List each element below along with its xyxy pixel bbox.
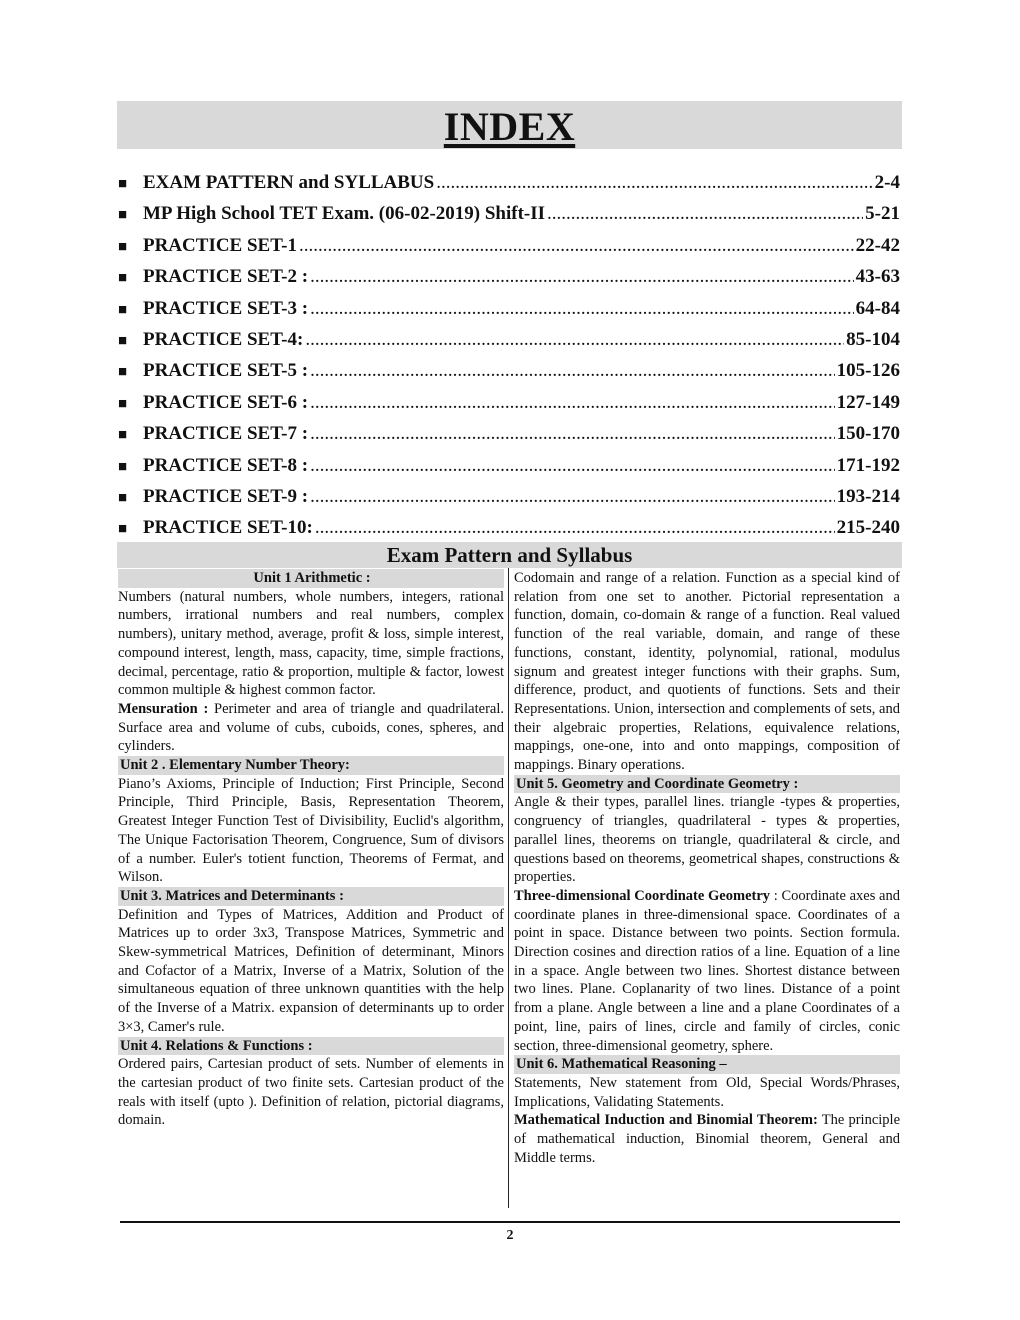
index-header-bar [117, 101, 902, 149]
toc-entry-pages: 193-214 [836, 485, 900, 507]
toc-entry-label: PRACTICE SET-6 : [143, 391, 309, 413]
unit-3-body: Definition and Types of Matrices, Addition and Product of Matrices up to order 3x3, Transpose Matrices, Symmetric and Skew-symmetrical Matrices, Definition of determinant, Minors and Cofactor of a Matrix, Inverse of a Matrix, Solution of the simultaneous equation of three unknown quantities with the help of the Inverse of a Matrix. expansion of determinants up to order 3×3, Camer's rule. [118, 906, 504, 1035]
induction-lead: Mathematical Induction and Binomial Theorem: [514, 1112, 818, 1129]
toc-entry-label: PRACTICE SET-3 : [143, 297, 309, 319]
toc-entry-pages: 215-240 [836, 517, 900, 539]
unit-3-heading: Unit 3. Matrices and Determinants : [118, 887, 504, 906]
square-bullet-icon: ■ [118, 521, 128, 538]
toc-entry [118, 203, 900, 234]
toc-entry-label: PRACTICE SET-4: [143, 328, 304, 350]
toc-entry [118, 235, 900, 266]
toc-entry-pages: 2-4 [874, 172, 900, 193]
unit-4-body: Ordered pairs, Cartesian product of sets. Number of elements in the cartesian product of two finite sets. Cartesian product of the reals with itself (upto ). Definition of relation, pictorial diagrams, domain. [118, 1056, 504, 1129]
unit-1-body: Numbers (natural numbers, whole numbers, integers, rational numbers, irrational numbers and real numbers, complex numbers), unitary method, average, profit & loss, simple interest, compound interest, length, mass, capacity, time, simple fractions, decimal, percentage, ratio & proportion, multiple & factor, lowest common multiple & highest common factor. [118, 588, 504, 699]
induction-body: The principle of mathematical induction, Binomial theorem, General and Middle terms. [514, 1112, 900, 1166]
toc-entry-label: PRACTICE SET-5 : [143, 360, 309, 382]
toc-entry [118, 329, 900, 360]
unit-6-body: Statements, New statement from Old, Special Words/Phrases, Implications, Validating Statements. [514, 1074, 900, 1110]
toc-entry-label: PRACTICE SET-2 : [143, 266, 309, 288]
unit-5-body: Angle & their types, parallel lines. triangle -types & properties, congruency of triangles, quadrilateral - types & properties, parallel lines, theorems on triangle, quadrilateral & circle, and questions based on theorems, geometrical shapes, constructions & properties. [514, 794, 900, 886]
unit-2-heading: Unit 2 . Elementary Number Theory: [118, 756, 504, 775]
syllabus-right-column [514, 569, 900, 1168]
toc-entry-label: PRACTICE SET-8 : [143, 454, 309, 476]
toc-entry-pages: 64-84 [855, 297, 900, 319]
toc-leader-dots [315, 517, 835, 539]
toc-entry-pages: 43-63 [855, 266, 900, 288]
footer-rule [120, 1221, 900, 1223]
toc-entry-label: EXAM PATTERN and SYLLABUS [143, 172, 435, 193]
toc-leader-dots [310, 360, 835, 382]
square-bullet-icon: ■ [118, 332, 128, 349]
three-d-geometry-body: : Coordinate axes and coordinate planes in three-dimensional space. Coordinates of a point in space. Distance between two points. Section formula. Direction cosines and direction ratios of a line. Equation of a line in a space. Angle between two lines. Shortest distance between two lines. Plane. Coplanarity of two lines. Distance of a point from a plane. Angle between a line and a plane Coordinates of a point, line, pairs of lines, circle and family of circles, conic section, three-dimensional geometry, sphere. [514, 887, 900, 1054]
mensuration-body: Perimeter and area of triangle and quadrilateral. Surface area and volume of cubs, cuboids, cones, spheres, and cylinders. [118, 700, 504, 755]
toc-entry [118, 423, 900, 454]
syllabus-left-column [118, 569, 504, 1130]
toc-entry [118, 455, 900, 486]
toc-entry [118, 392, 900, 423]
page-number: 2 [506, 1228, 514, 1243]
toc-entry-pages: 22-42 [855, 234, 900, 256]
square-bullet-icon: ■ [118, 176, 128, 192]
square-bullet-icon: ■ [118, 207, 128, 224]
toc-entry-label: PRACTICE SET-9 : [143, 485, 309, 507]
unit-4-continued: Codomain and range of a relation. Function as a special kind of relation from one set to another. Pictorial representation a function, domain, co-domain & range of a function. Real valued function of the real variable, domain, and range of these functions, constant, identity, polynomial, rational, modulus signum and greatest integer functions with their graphs. Sum, difference, product, and quotients of functions. Sets and their Representations. Union, intersection and complements of sets, and their algebraic properties, Relations, equivalence relations, mappings, one-one, into and onto mappings, composition of mappings. Binary operations. [514, 570, 900, 774]
three-d-geometry-paragraph [514, 887, 900, 1055]
unit-1-heading: Unit 1 Arithmetic : [118, 569, 504, 588]
mensuration-paragraph [118, 700, 504, 756]
column-divider [508, 568, 509, 1208]
square-bullet-icon: ■ [118, 458, 128, 475]
toc-entry-pages: 171-192 [836, 454, 900, 476]
toc-entry [118, 172, 900, 203]
syllabus-header-bar [117, 542, 902, 568]
toc-leader-dots [436, 172, 872, 194]
toc-leader-dots [310, 423, 835, 445]
toc-entry [118, 266, 900, 297]
unit-5-heading: Unit 5. Geometry and Coordinate Geometry : [514, 775, 900, 794]
toc-entry-pages: 5-21 [865, 203, 900, 225]
mensuration-lead: Mensuration : [118, 700, 209, 717]
toc-entry-label: PRACTICE SET-1 [143, 234, 297, 256]
square-bullet-icon: ■ [118, 301, 128, 318]
toc-leader-dots [310, 298, 854, 320]
toc-leader-dots [310, 455, 835, 477]
toc-entry [118, 486, 900, 517]
square-bullet-icon: ■ [118, 238, 128, 255]
three-d-geometry-lead: Three-dimensional Coordinate Geometry [514, 887, 771, 904]
index-title: INDEX [443, 104, 576, 149]
toc-leader-dots [310, 486, 835, 508]
table-of-contents [118, 172, 900, 549]
toc-leader-dots [547, 203, 863, 225]
square-bullet-icon: ■ [118, 270, 128, 287]
square-bullet-icon: ■ [118, 489, 128, 506]
toc-entry [118, 360, 900, 391]
toc-entry-pages: 85-104 [846, 328, 900, 350]
unit-2-body: Piano’s Axioms, Principle of Induction; First Principle, Second Principle, Third Principle, Basis, Representation Theorem, Greatest Integer Function Test of Divisibility, Euclid's algorithm, The Unique Factorisation Theorem, Congruence, Sum of divisors of a number. Euler's totient function, Theorems of Fermat, and Wilson. [118, 775, 504, 886]
toc-entry-label: PRACTICE SET-7 : [143, 423, 309, 445]
toc-entry-pages: 105-126 [836, 360, 900, 382]
square-bullet-icon: ■ [118, 395, 128, 412]
toc-entry-pages: 127-149 [836, 391, 900, 413]
unit-6-heading: Unit 6. Mathematical Reasoning – [514, 1055, 900, 1074]
toc-leader-dots [305, 329, 844, 351]
square-bullet-icon: ■ [118, 427, 128, 444]
induction-paragraph [514, 1111, 900, 1167]
unit-4-heading: Unit 4. Relations & Functions : [118, 1037, 504, 1056]
toc-entry-label: PRACTICE SET-10: [143, 517, 313, 539]
toc-entry-label: MP High School TET Exam. (06-02-2019) Shift-II [143, 203, 546, 225]
toc-leader-dots [299, 235, 854, 257]
toc-leader-dots [310, 392, 835, 414]
toc-leader-dots [310, 266, 854, 288]
toc-entry [118, 298, 900, 329]
syllabus-title: Exam Pattern and Syllabus [386, 543, 633, 567]
toc-entry-pages: 150-170 [836, 423, 900, 445]
square-bullet-icon: ■ [118, 364, 128, 381]
